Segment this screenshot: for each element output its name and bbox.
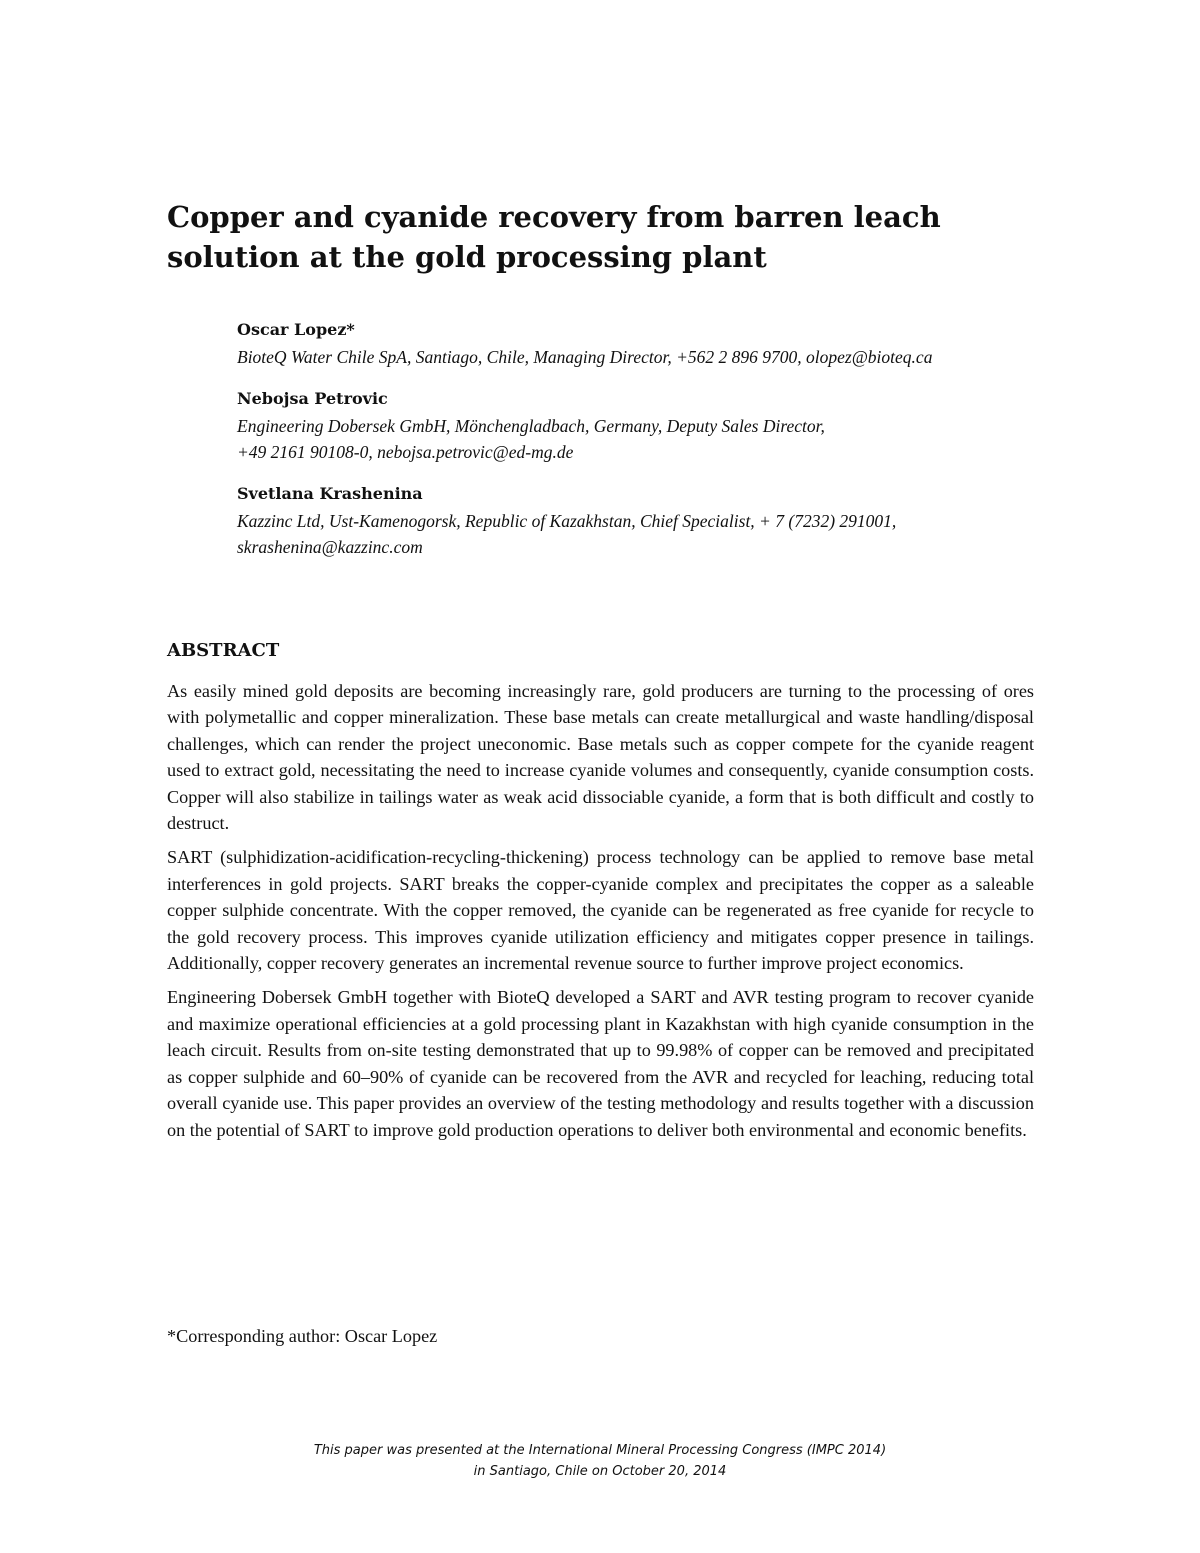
author-name: Svetlana Krashenina	[237, 484, 423, 503]
conference-footer	[0, 1440, 1200, 1482]
abstract-body	[167, 678, 1034, 1151]
footer-line-2: in Santiago, Chile on October 20, 2014	[473, 1464, 727, 1479]
author-affiliation: Kazzinc Ltd, Ust-Kamenogorsk, Republic of Kazakhstan, Chief Specialist, + 7 (7232) 291001,	[237, 511, 897, 531]
author-affiliation: skrashenina@kazzinc.com	[237, 537, 423, 557]
title-line-1: Copper and cyanide recovery from barren leach	[167, 200, 941, 234]
author-name: Oscar Lopez*	[237, 320, 355, 339]
abstract-paragraph: As easily mined gold deposits are becoming increasingly rare, gold producers are turning to the processing of ores with polymetallic and copper mineralization. These base metals can create metallurgical and waste handling/disposal challenges, which can render the project uneconomic. Base metals such as copper compete for the cyanide reagent used to extract gold, necessitating the need to increase cyanide volumes and consequently, cyanide consumption costs. Copper will also stabilize in tailings water as weak acid dissociable cyanide, a form that is both difficult and costly to destruct.	[167, 681, 1034, 834]
author-affiliation: Engineering Dobersek GmbH, Mönchengladbach, Germany, Deputy Sales Director,	[237, 416, 825, 436]
abstract-paragraph: Engineering Dobersek GmbH together with BioteQ developed a SART and AVR testing program to recover cyanide and maximize operational efficiencies at a gold processing plant in Kazakhstan with high cyanide consumption in the leach circuit. Results from on-site testing demonstrated that up to 99.98% of copper can be removed and precipitated as copper sulphide and 60–90% of cyanide can be recovered from the AVR and recycled for leaching, reducing total overall cyanide use. This paper provides an overview of the testing methodology and results together with a discussion on the potential of SART to improve gold production operations to deliver both environmental and economic benefits.	[167, 987, 1034, 1140]
footer-line-1: This paper was presented at the International Mineral Processing Congress (IMPC 2014)	[313, 1443, 887, 1458]
author-affiliation: BioteQ Water Chile SpA, Santiago, Chile, Managing Director, +562 2 896 9700, olopez@bioteq.ca	[237, 347, 933, 367]
author-block	[237, 482, 1057, 560]
author-name: Nebojsa Petrovic	[237, 389, 388, 408]
author-block	[237, 387, 1057, 465]
author-affiliation: +49 2161 90108-0, nebojsa.petrovic@ed-mg.de	[237, 442, 574, 462]
author-block	[237, 318, 1057, 370]
title-line-2: solution at the gold processing plant	[167, 240, 767, 274]
abstract-heading: ABSTRACT	[167, 640, 280, 661]
paper-title	[167, 197, 1047, 277]
author-list	[237, 318, 1057, 577]
abstract-paragraph: SART (sulphidization-acidification-recycling-thickening) process technology can be applied to remove base metal interferences in gold projects. SART breaks the copper-cyanide complex and precipitates the copper as a saleable copper sulphide concentrate. With the copper removed, the cyanide can be regenerated as free cyanide for recycle to the gold recovery process. This improves cyanide utilization efficiency and mitigates copper presence in tailings. Additionally, copper recovery generates an incremental revenue source to further improve project economics.	[167, 847, 1034, 974]
corresponding-author-note: *Corresponding author: Oscar Lopez	[167, 1326, 438, 1346]
